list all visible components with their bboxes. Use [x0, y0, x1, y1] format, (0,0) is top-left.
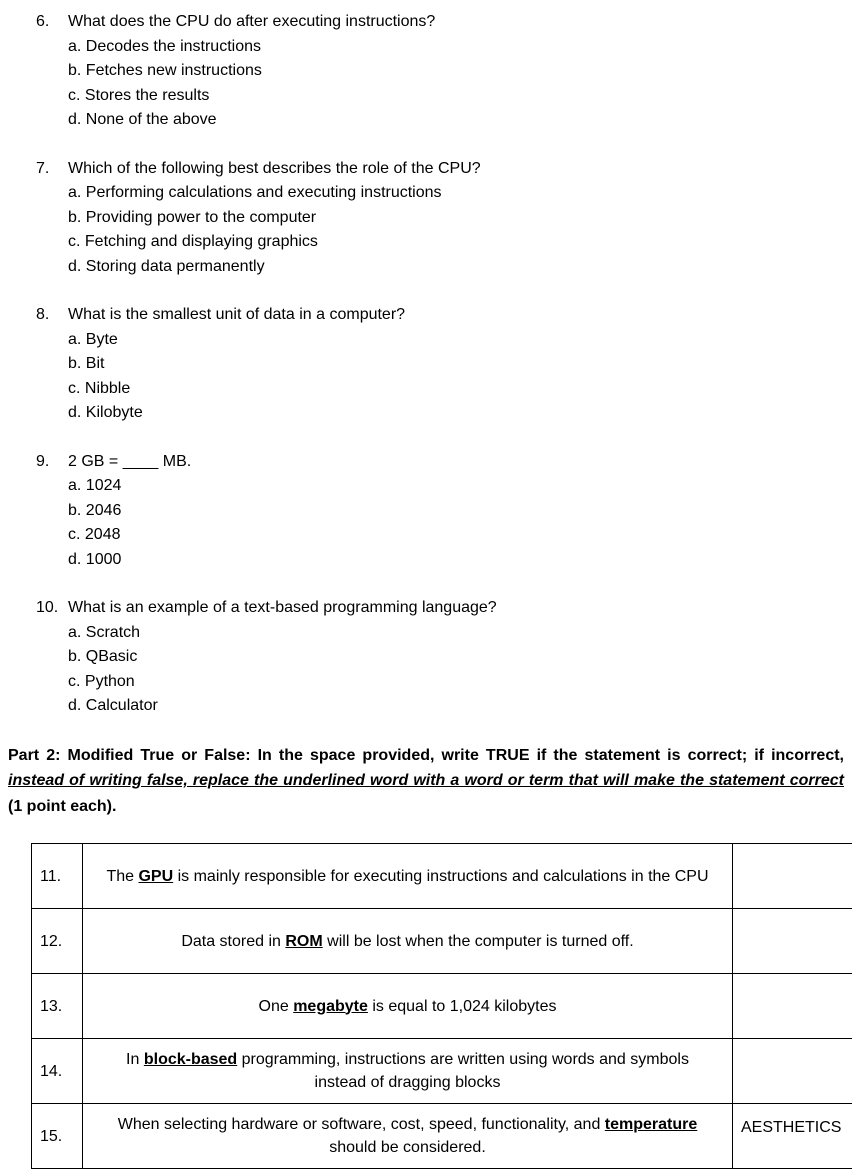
question-text: What does the CPU do after executing instructions?	[68, 13, 436, 30]
question-option: a. Decodes the instructions	[68, 37, 261, 55]
question-block	[36, 10, 845, 133]
answer-cell	[733, 909, 852, 974]
question-option: c. Stores the results	[68, 86, 210, 104]
table-row	[32, 909, 852, 974]
question-option: a. Performing calculations and executing instructions	[68, 184, 442, 201]
question-body	[68, 450, 845, 573]
statement-suffix: will be lost when the computer is turned off.	[322, 932, 634, 950]
question-option: b. Providing power to the computer	[68, 208, 317, 226]
question-text: What is an example of a text-based programming language?	[68, 599, 497, 616]
row-statement	[83, 909, 733, 974]
question-option: c. 2048	[68, 526, 121, 543]
part2-instructions	[8, 743, 844, 820]
question-option: d. Kilobyte	[68, 404, 143, 421]
statement-suffix: is mainly responsible for executing instructions and calculations in the CPU	[173, 867, 709, 885]
question-body	[68, 10, 845, 133]
statement-suffix: should be considered.	[329, 1139, 486, 1156]
question-body	[68, 303, 845, 426]
row-statement	[83, 1039, 733, 1104]
question-block	[36, 450, 845, 573]
question-option: d. Calculator	[68, 697, 158, 714]
question-body	[68, 596, 845, 719]
statement-suffix: programming, instructions are written using words and symbols instead of dragging blocks	[237, 1051, 689, 1091]
statement-keyword: GPU	[138, 867, 174, 885]
row-statement	[83, 844, 733, 909]
row-statement	[83, 1104, 733, 1169]
true-false-table	[31, 843, 852, 1169]
statement-suffix: is equal to 1,024 kilobytes	[367, 997, 557, 1015]
row-number: 12.	[32, 909, 83, 974]
statement-keyword: megabyte	[293, 997, 368, 1015]
row-number: 15.	[32, 1104, 83, 1169]
question-option: a. Byte	[68, 330, 118, 348]
question-block	[36, 157, 845, 280]
statement-prefix: In	[126, 1051, 144, 1068]
question-block	[36, 596, 845, 719]
question-option: b. 2046	[68, 501, 122, 519]
statement-prefix: When selecting hardware or software, cost, speed, functionality, and	[117, 1116, 605, 1133]
part2-emphasis: instead of writing false, replace the underlined word with a word or term that will make the statement correct	[8, 772, 844, 789]
statement-keyword: temperature	[604, 1116, 698, 1133]
answer-cell: AESTHETICS	[733, 1104, 852, 1169]
question-option: d. Storing data permanently	[68, 257, 265, 275]
statement-prefix: Data stored in	[181, 932, 286, 950]
answer-cell	[733, 844, 852, 909]
part2-intro: Part 2: Modified True or False: In the space provided, write TRUE if the statement is correct; if incorrect,	[8, 746, 844, 764]
question-option: a. Scratch	[68, 623, 141, 641]
question-body	[68, 157, 845, 280]
question-option: b. Bit	[68, 355, 105, 372]
statement-prefix: One	[258, 997, 294, 1015]
question-option: b. Fetches new instructions	[68, 62, 262, 79]
question-option: c. Python	[68, 672, 135, 690]
question-number: 9.	[36, 452, 50, 470]
question-option: d. None of the above	[68, 111, 217, 128]
question-text: Which of the following best describes the role of the CPU?	[68, 159, 481, 177]
question-option: a. 1024	[68, 477, 122, 494]
question-number: 6.	[36, 13, 50, 30]
row-number: 13.	[32, 974, 83, 1039]
part2-outro: (1 point each).	[8, 797, 117, 815]
row-number: 14.	[32, 1039, 83, 1104]
question-text: 2 GB = ____ MB.	[68, 452, 192, 470]
answer-cell	[733, 974, 852, 1039]
table-row	[32, 974, 852, 1039]
question-option: c. Fetching and displaying graphics	[68, 233, 318, 250]
statement-keyword: ROM	[285, 932, 323, 950]
statement-prefix: The	[106, 867, 139, 885]
statement-keyword: block-based	[143, 1051, 238, 1068]
question-text: What is the smallest unit of data in a computer?	[68, 306, 406, 323]
question-number: 7.	[36, 159, 50, 177]
table-row	[32, 844, 852, 909]
question-number: 8.	[36, 306, 50, 323]
question-number: 10.	[36, 599, 59, 616]
answer-cell	[733, 1039, 852, 1104]
question-block	[36, 303, 845, 426]
row-number: 11.	[32, 844, 83, 909]
multiple-choice-section	[36, 10, 845, 719]
question-option: d. 1000	[68, 550, 122, 568]
table-row	[32, 1039, 852, 1104]
table-row	[32, 1104, 852, 1169]
row-statement	[83, 974, 733, 1039]
question-option: b. QBasic	[68, 648, 138, 665]
question-option: c. Nibble	[68, 379, 131, 397]
